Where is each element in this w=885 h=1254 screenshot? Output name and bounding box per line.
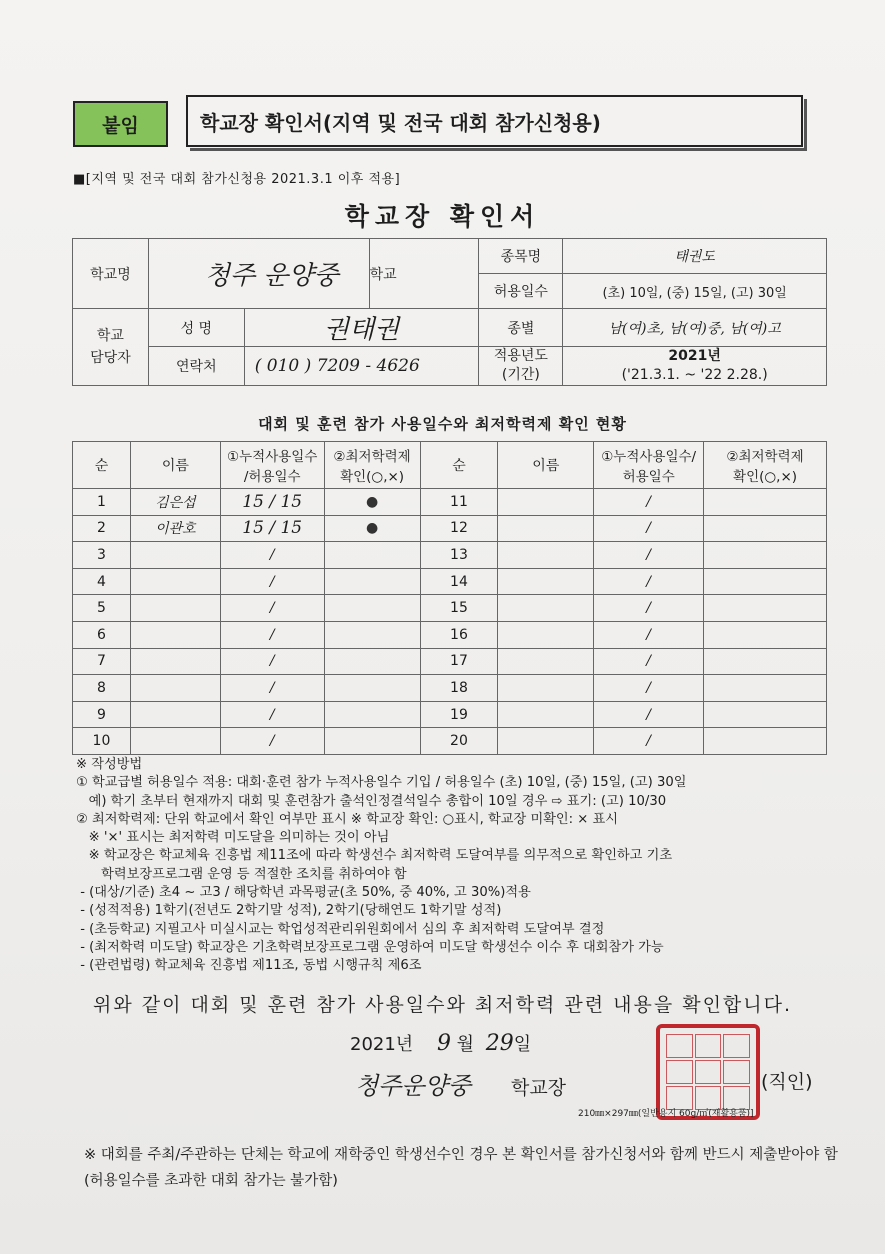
student-name[interactable]: 김은섭 [130,489,220,516]
table-row [73,701,827,728]
table-row [73,542,827,569]
instruction-line: ※ 학교장은 학교체육 진흥법 제11조에 따라 학생선수 최저학력 도달여부를 의무적으로 확인하고 기초 [76,848,673,864]
row-number: 17 [420,648,498,675]
footer-note: ※ 대회를 주최/주관하는 단체는 학교에 재학중인 학생선수인 경우 본 확인서를 참가신청서와 함께 반드시 제출받아야 함(허용일수를 초과한 대회 참가는 불가함) [84,1147,838,1189]
days-used[interactable]: / [220,621,324,648]
academic-check[interactable] [704,648,827,675]
student-name[interactable] [130,675,220,702]
days-used[interactable]: / [220,568,324,595]
table-row [73,515,827,542]
contact-label: 연락처 [148,347,244,386]
signature-school[interactable]: 청주운양중 [355,1072,471,1100]
row-number: 19 [420,701,498,728]
date-year: 2021년 [350,1034,414,1055]
instruction-line: - (대상/기준) 초4 ~ 고3 / 해당학년 과목평균(초 50%, 중 40%, 고 30%)적용 [76,885,531,901]
instruction-line: - (초등학교) 지필고사 미실시교는 학업성적관리위원회에서 심의 후 최저학력 도달여부 결정 [76,921,605,937]
year-value: 2021년 [668,348,721,364]
row-number: 6 [73,621,131,648]
school-label: 학교명 [73,239,149,309]
student-name[interactable] [130,648,220,675]
school-name: 청주 운양중 [204,261,339,291]
student-name[interactable] [498,728,594,755]
row-number: 10 [73,728,131,755]
instruction-line: 예) 학기 초부터 현재까지 대회 및 훈련참가 출석인정결석일수 총합이 10일 경우 ⇨ 표기: (고) 10/30 [76,793,667,809]
table-row [73,595,827,622]
row-number: 5 [73,595,131,622]
year-period: ('21.3.1. ~ '22 2.28.) [621,367,768,383]
student-name[interactable] [498,568,594,595]
academic-check[interactable] [324,595,420,622]
row-number: 14 [420,568,498,595]
instructions [76,756,836,976]
row-number: 13 [420,542,498,569]
gender-label: 종별 [479,309,563,347]
days-used[interactable]: / [594,489,704,516]
academic-check[interactable] [704,728,827,755]
header-no-2: 순 [420,442,498,489]
document-title: 학교장 확인서 [344,202,541,231]
header-name-2: 이름 [498,442,594,489]
days-used[interactable]: / [594,621,704,648]
instruction-line: 학력보장프로그램 운영 등 적절한 조치를 취하여야 함 [76,866,407,882]
table-row [73,728,827,755]
paper-spec-note: 210㎜×297㎜(일반용지 60g/㎡(재활용품)] [578,1109,754,1119]
student-name[interactable] [130,595,220,622]
days-used[interactable]: / [594,542,704,569]
table-row [73,621,827,648]
signature-title: 학교장 [510,1077,567,1099]
section-title: 대회 및 훈련 참가 사용일수와 최저학력제 확인 현황 [258,415,627,433]
student-name[interactable] [130,621,220,648]
days-used[interactable]: / [220,675,324,702]
academic-check[interactable]: ● [324,515,420,542]
academic-check[interactable] [704,675,827,702]
academic-check[interactable] [324,728,420,755]
days-used[interactable]: / [220,595,324,622]
row-number: 1 [73,489,131,516]
school-name-field[interactable] [148,239,369,309]
event-label: 종목명 [479,239,563,274]
instruction-line: ① 학교급별 허용일수 적용: 대회·훈련 참가 누적사용일수 기입 / 허용일수 (초) 10일, (중) 15일, (고) 30일 [76,775,687,791]
academic-check[interactable] [704,568,827,595]
instruction-line: - (관련법령) 학교체육 진흥법 제11조, 동법 시행규칙 제6조 [76,958,422,974]
status-rows [73,489,827,755]
student-name[interactable] [498,542,594,569]
academic-check[interactable] [704,621,827,648]
signature-line [355,1066,566,1101]
instruction-line: - (성적적용) 1학기(전년도 2학기말 성적), 2학기(당해연도 1학기말 성적) [76,903,502,919]
header-days-1: ①누적사용일수 /허용일수 [220,442,324,489]
instruction-line: ② 최저학력제: 단위 학교에서 확인 여부만 표시 ※ 학교장 확인: ○표시, 학교장 미확인: × 표시 [76,811,619,827]
attachment-tag: 붙임 [73,101,168,147]
row-number: 2 [73,515,131,542]
days-used[interactable]: 15 / 15 [220,515,324,542]
table-row [73,675,827,702]
row-number: 15 [420,595,498,622]
event-value: 태권도 [563,239,827,274]
table-row [73,568,827,595]
student-name[interactable] [498,515,594,542]
year-cell [563,347,827,386]
days-used[interactable]: / [220,728,324,755]
school-suffix: 학교 [369,239,479,309]
contact-field[interactable]: ( 010 ) 7209 - 4626 [244,347,479,386]
academic-check[interactable] [324,621,420,648]
academic-check[interactable] [324,675,420,702]
allowed-days-value: (초) 10일, (중) 15일, (고) 30일 [563,274,827,309]
signature-date [350,1030,531,1056]
days-used[interactable]: / [594,568,704,595]
academic-check[interactable]: ● [324,489,420,516]
form-title-box: 학교장 확인서(지역 및 전국 대회 참가신청용) [186,95,803,147]
row-number: 9 [73,701,131,728]
student-name[interactable] [498,648,594,675]
applicability-note: ■[지역 및 전국 대회 참가신청용 2021.3.1 이후 적용] [73,172,401,187]
student-name[interactable]: 이관호 [130,515,220,542]
date-day-label: 일 [513,1034,532,1055]
header-check-1: ②최저학력제 확인(○,×) [324,442,420,489]
days-used[interactable]: / [220,701,324,728]
date-day[interactable]: 29 [485,1031,514,1056]
student-name[interactable] [130,701,220,728]
table-row [73,648,827,675]
row-number: 7 [73,648,131,675]
table-row [73,489,827,516]
seal-label: (직인) [761,1071,813,1093]
student-name[interactable] [130,728,220,755]
row-number: 20 [420,728,498,755]
confirmation-statement: 위와 같이 대회 및 훈련 참가 사용일수와 최저학력 관련 내용을 확인합니다. [92,994,793,1016]
status-table [72,441,827,755]
days-used[interactable]: / [594,515,704,542]
year-label: 적용년도 (기간) [479,347,563,386]
row-number: 8 [73,675,131,702]
academic-check[interactable] [704,542,827,569]
header-no-1: 순 [73,442,131,489]
info-table [72,238,827,386]
academic-check[interactable] [324,542,420,569]
days-used[interactable]: 15 / 15 [220,489,324,516]
academic-check[interactable] [704,515,827,542]
row-number: 3 [73,542,131,569]
student-name[interactable] [498,595,594,622]
academic-check[interactable] [704,489,827,516]
days-used[interactable]: / [594,595,704,622]
instruction-line: - (최저학력 미도달) 학교장은 기초학력보장프로그램 운영하여 미도달 학생선수 이수 후 대회참가 가능 [76,939,664,955]
academic-check[interactable] [324,648,420,675]
days-used[interactable]: / [594,648,704,675]
instruction-line: ※ 작성방법 [76,757,143,772]
manager-name-label: 성 명 [148,309,244,347]
days-used[interactable]: / [594,701,704,728]
row-number: 16 [420,621,498,648]
gender-value: 남(여)초, 남(여)중, 남(여)고 [563,309,827,347]
academic-check[interactable] [324,701,420,728]
days-used[interactable]: / [220,542,324,569]
date-month[interactable]: 9 [436,1031,451,1056]
instruction-line: ※ '×' 표시는 최저학력 미도달을 의미하는 것이 아님 [76,830,390,846]
student-name[interactable] [498,675,594,702]
manager-label: 학교 담당자 [73,309,149,386]
student-name[interactable] [498,621,594,648]
days-used[interactable]: / [220,648,324,675]
days-used[interactable]: / [594,728,704,755]
row-number: 4 [73,568,131,595]
student-name[interactable] [130,568,220,595]
header-days-2: ①누적사용일수/ 허용일수 [594,442,704,489]
header-check-2: ②최저학력제 확인(○,×) [704,442,827,489]
academic-check[interactable] [324,568,420,595]
manager-name-field[interactable]: 권태권 [244,309,479,347]
academic-check[interactable] [704,701,827,728]
row-number: 18 [420,675,498,702]
header-name-1: 이름 [130,442,220,489]
date-month-label: 월 [456,1034,475,1055]
days-used[interactable]: / [594,675,704,702]
allowed-days-label: 허용일수 [479,274,563,309]
academic-check[interactable] [704,595,827,622]
row-number: 12 [420,515,498,542]
student-name[interactable] [498,701,594,728]
student-name[interactable] [498,489,594,516]
row-number: 11 [420,489,498,516]
student-name[interactable] [130,542,220,569]
